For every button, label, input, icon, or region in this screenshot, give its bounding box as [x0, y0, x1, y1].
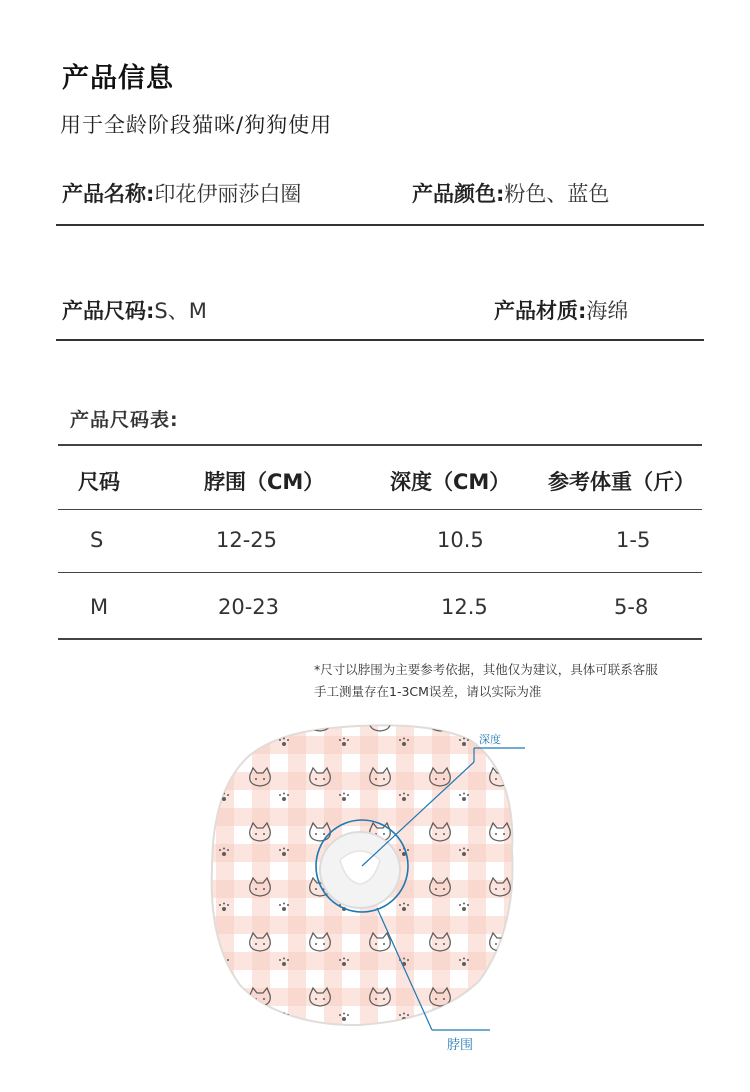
divider [56, 339, 704, 341]
table-cell: 12.5 [441, 595, 488, 619]
spec-value: S、M [154, 299, 207, 323]
spec-value: 印花伊丽莎白圈 [154, 182, 302, 206]
table-cell: 20-23 [218, 595, 280, 619]
spec-product-size [62, 295, 207, 325]
size-note-line2: 手工测量存在1-3CM误差，请以实际为准 [314, 684, 542, 699]
divider [56, 224, 704, 226]
spec-product-name [62, 178, 301, 208]
table-cell: 1-5 [616, 528, 651, 552]
spec-product-material [494, 295, 628, 325]
table-header-depth: 深度（CM） [390, 470, 511, 494]
table-header-neck: 脖围（CM） [204, 470, 325, 494]
size-note-line1: *尺寸以脖围为主要参考依据，其他仅为建议，具体可联系客服 [314, 662, 658, 677]
table-cell: 10.5 [437, 528, 484, 552]
size-table-title: 产品尺码表: [70, 409, 179, 431]
spec-value: 粉色、蓝色 [504, 182, 610, 206]
spec-product-color [412, 178, 609, 208]
page-title: 产品信息 [62, 63, 174, 94]
table-header-weight: 参考体重（斤） [548, 470, 695, 494]
table-header-rule [58, 509, 702, 510]
table-top-rule [58, 444, 702, 446]
table-header-size: 尺码 [78, 470, 120, 494]
table-cell: M [90, 595, 109, 619]
neck-callout-label: 脖围 [447, 1038, 474, 1053]
page-subtitle: 用于全龄阶段猫咪/狗狗使用 [60, 113, 333, 137]
spec-label: 产品名称: [62, 182, 155, 206]
spec-label: 产品材质: [494, 299, 587, 323]
table-bottom-rule [58, 638, 702, 640]
spec-value: 海绵 [586, 299, 629, 323]
depth-callout-label: 深度 [479, 733, 501, 746]
cone-collar-photo [212, 725, 513, 1025]
spec-label: 产品颜色: [412, 182, 505, 206]
table-cell: S [90, 528, 104, 552]
table-row-rule [58, 572, 702, 573]
table-cell: 5-8 [614, 595, 649, 619]
product-diagram [0, 700, 750, 1092]
table-cell: 12-25 [216, 528, 278, 552]
spec-label: 产品尺码: [62, 299, 155, 323]
